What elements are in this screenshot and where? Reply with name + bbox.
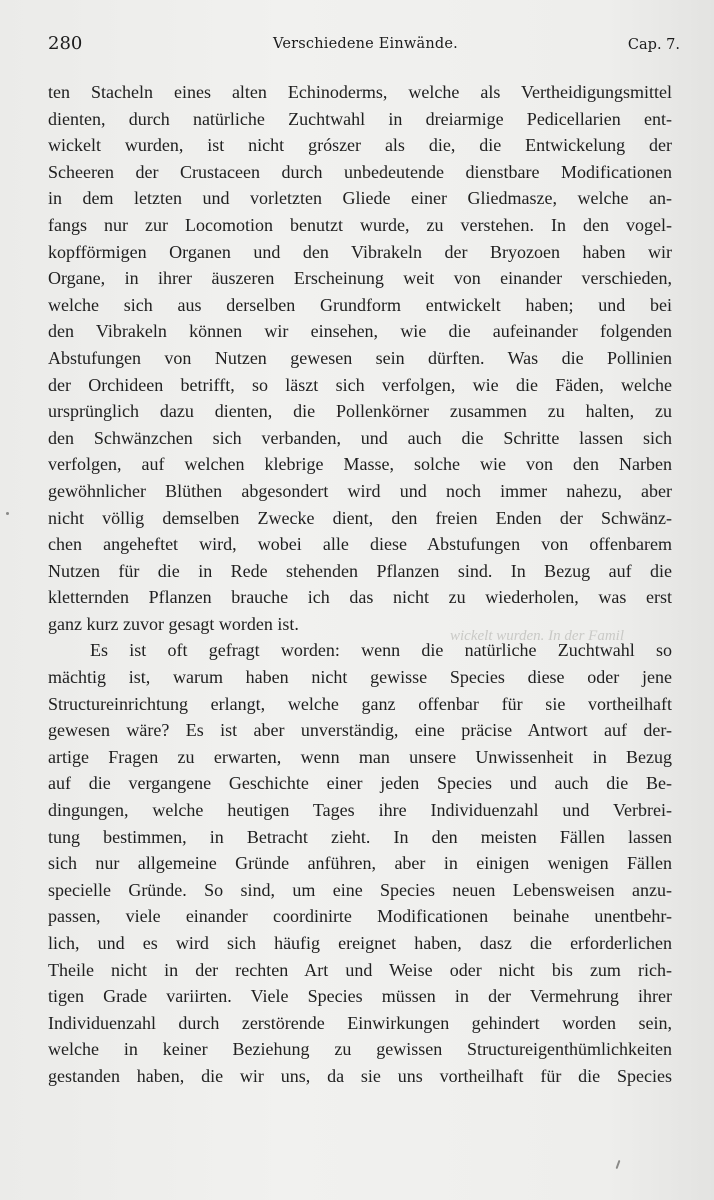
text-line: dienten, durch natürliche Zuchtwahl in dreiarmige Pedicellarien ent- [48, 108, 672, 129]
text-line: Abstufungen von Nutzen gewesen sein dürften. Was die Pollinien [48, 347, 672, 368]
text-line: tigen Grade variirten. Viele Species müssen in der Vermehrung ihrer [48, 986, 672, 1007]
text-line: ursprünglich dazu dienten, die Pollenkörner zusammen zu halten, zu [48, 401, 672, 422]
text-line: welche sich aus derselben Grundform entwickelt haben; und bei [48, 294, 672, 315]
text-line: verfolgen, auf welchen klebrige Masse, solche wie von den Narben [48, 454, 672, 475]
text-line: in dem letzten und vorletzten Gliede einer Gliedmasze, welche an- [48, 188, 672, 209]
text-line: Nutzen für die in Rede stehenden Pflanzen sind. In Bezug auf die [48, 560, 672, 581]
paragraph-end-line: ganz kurz zuvor gesagt worden ist. [48, 613, 299, 634]
text-line: ten Stacheln eines alten Echinoderms, welche als Vertheidigungsmittel [48, 82, 672, 102]
text-line: Scheeren der Crustaceen durch unbedeutende dienstbare Modificationen [48, 161, 672, 182]
text-line: wickelt wurden, ist nicht grószer als die, die Entwickelung der [48, 135, 672, 156]
text-line: den Schwänzchen sich verbanden, und auch die Schritte lassen sich [48, 427, 672, 448]
text-line: Individuenzahl durch zerstörende Einwirkungen gehindert worden sein, [48, 1012, 672, 1033]
text-line: dingungen, welche heutigen Tages ihre Individuenzahl und Verbrei- [48, 800, 672, 821]
paragraph-start-line: Es ist oft gefragt worden: wenn die natürliche Zuchtwahl so [90, 640, 672, 661]
text-line: chen angeheftet wird, wobei alle diese Abstufungen von offenbarem [48, 534, 672, 555]
paper-speck [6, 512, 9, 515]
text-line: gewesen wäre? Es ist aber unverständig, eine präcise Antwort auf der- [48, 720, 672, 741]
text-line: den Vibrakeln können wir einsehen, wie die aufeinander folgenden [48, 321, 672, 342]
text-line: mächtig ist, warum haben nicht gewisse Species diese oder jene [48, 667, 672, 688]
text-line: nicht völlig demselben Zwecke dient, den freien Enden der Schwänz- [48, 507, 672, 528]
text-line: Organe, in ihrer äuszeren Erscheinung weit von einander verschieden, [48, 268, 672, 289]
text-line: gestanden haben, die wir uns, da sie uns vortheilhaft für die Species [48, 1065, 672, 1086]
text-line: sich nur allgemeine Gründe anführen, aber in einigen wenigen Fällen [48, 853, 672, 874]
text-line: gewöhnlicher Blüthen abgesondert wird und noch immer nahezu, aber [48, 480, 672, 501]
body-text [48, 79, 672, 1090]
text-line: tung bestimmen, in Betracht zieht. In den meisten Fällen lassen [48, 826, 672, 847]
text-line: Theile nicht in der rechten Art und Weise oder nicht bis zum rich- [48, 959, 672, 980]
text-line: kletternden Pflanzen brauche ich das nicht zu wiederholen, was erst [48, 587, 672, 608]
bleed-through-text: wickelt wurden. In der Famil [450, 628, 624, 644]
text-line: welche in keiner Beziehung zu gewissen Structureigenthümlichkeiten [48, 1039, 672, 1060]
chapter-label: Cap. 7. [627, 37, 680, 53]
text-line: passen, viele einander coordinirte Modificationen beinahe unentbehr- [48, 906, 672, 927]
page-number: 280 [48, 33, 83, 54]
text-line: specielle Gründe. So sind, um eine Species neuen Lebensweisen anzu- [48, 879, 672, 900]
text-line: auf die vergangene Geschichte einer jeden Species und auch die Be- [48, 773, 672, 794]
running-title: Verschiedene Einwände. [273, 36, 458, 52]
text-line: artige Fragen zu erwarten, wenn man unsere Unwissenheit in Bezug [48, 746, 672, 767]
running-head [48, 33, 680, 59]
paper-speck [616, 1160, 621, 1169]
text-line: fangs nur zur Locomotion benutzt wurde, zu verstehen. In den vogel- [48, 214, 672, 235]
text-line: lich, und es wird sich häufig ereignet haben, dasz die erforderlichen [48, 933, 672, 953]
text-line: kopfförmigen Organen und den Vibrakeln der Bryozoen haben wir [48, 241, 672, 262]
text-line: Structureinrichtung erlangt, welche ganz offenbar für sie vortheilhaft [48, 693, 672, 714]
text-line: der Orchideen betrifft, so läszt sich verfolgen, wie die Fäden, welche [48, 374, 672, 395]
